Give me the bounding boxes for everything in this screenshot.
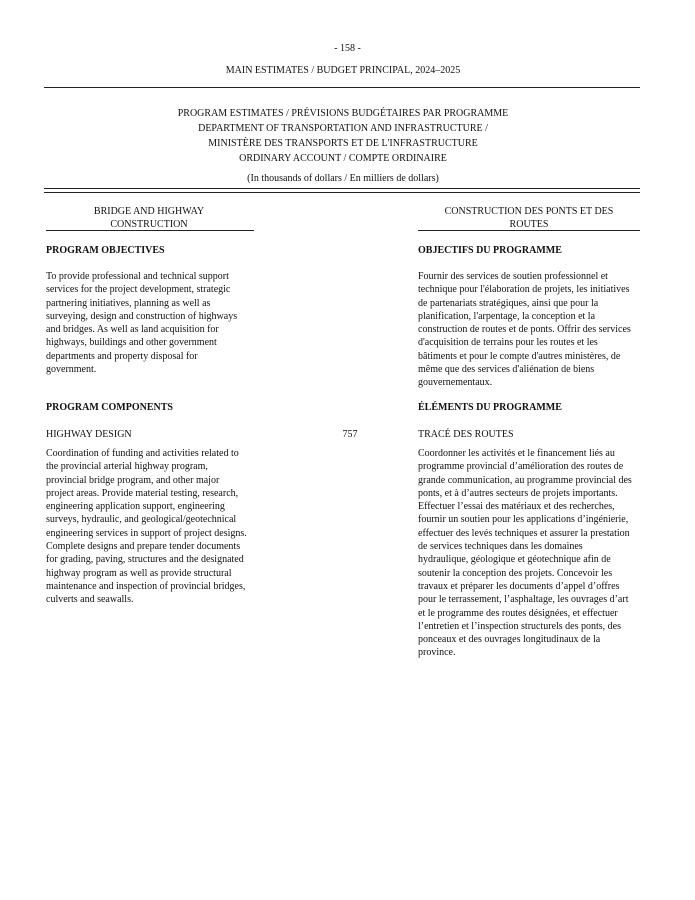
- page-number: - 158 -: [334, 43, 361, 54]
- double-rule-upper: [44, 188, 640, 189]
- french-heading-underline: [418, 230, 640, 231]
- english-heading-underline: [46, 230, 254, 231]
- double-rule-lower: [44, 192, 640, 193]
- french-objectives-text: Fournir des services de soutien professionnel et technique pour l'élaboration de projets, les initiatives de partenariats stratégiques, ainsi que pour la planification, l'arpentage, la conception et la construction de routes et de ponts. Offrir des services d'acquisition de terrains pour les routes et les bâtiments et pour le compte d'autres ministères, de même que des services d'aliénation de biens gouvernementaux.: [418, 271, 631, 389]
- budget-title: MAIN ESTIMATES / BUDGET PRINCIPAL, 2024–2025: [225, 65, 461, 76]
- component-amount: 757: [342, 429, 358, 440]
- header-line-department-fr: MINISTÈRE DES TRANSPORTS ET DE L'INFRASTRUCTURE: [208, 138, 478, 149]
- french-component-title: TRACÉ DES ROUTES: [418, 429, 514, 440]
- english-objectives-text: To provide professional and technical support services for the project development, strategic partnering initiatives, planning as well as surveying, design and construction of highways and bridges. As well as land acquisition for highways, buildings and other government departments and property disposal for government.: [46, 271, 238, 376]
- english-components-heading: PROGRAM COMPONENTS: [46, 402, 173, 413]
- french-component-text: Coordonner les activités et le financement liés au programme provincial d’amélioration des routes de grande communication, au programme provincial des ponts, et à d’autres secteurs de projets importants. Effectuer l’essai des matériaux et des recherches, fournir un soutien pour les applications d’ingénierie, effectuer des levés techniques et assurer la prestation de services techniques dans les domaines hydraulique, géologique et géotechnique afin de soutenir la conception des projets. Concevoir les travaux et préparer les documents d’appel d’offres pour le terrassement, l’asphaltage, les ouvrages d’art et le programme des routes désignées, et effectuer l’entretien et l’inspection structurels des ponts, des ponceaux et des ouvrages longitudinaux de la province.: [418, 448, 632, 659]
- french-objectives-heading: OBJECTIFS DU PROGRAMME: [418, 245, 562, 256]
- header-line-program-estimates: PROGRAM ESTIMATES / PRÉVISIONS BUDGÉTAIRES PAR PROGRAMME: [177, 108, 509, 119]
- english-column-heading: BRIDGE AND HIGHWAY CONSTRUCTION: [93, 206, 205, 231]
- french-components-heading: ÉLÉMENTS DU PROGRAMME: [418, 402, 562, 413]
- english-component-title: HIGHWAY DESIGN: [46, 429, 132, 440]
- english-component-text: Coordination of funding and activities related to the provincial arterial highway program, provincial bridge program, and other major project areas. Provide material testing, research, engineering application support, engineering surveys, hydraulic, and geological/geotechnical engineering services in support of project designs. Complete designs and prepare tender documents for grading, paving, structures and the designated highway program as well as provide structural maintenance and inspection of provincial bridges, culverts and seawalls.: [46, 448, 247, 606]
- header-line-department-en: DEPARTMENT OF TRANSPORTATION AND INFRASTRUCTURE /: [198, 123, 488, 134]
- header-line-account: ORDINARY ACCOUNT / COMPTE ORDINAIRE: [239, 153, 447, 164]
- top-rule: [44, 87, 640, 88]
- english-objectives-heading: PROGRAM OBJECTIVES: [46, 245, 165, 256]
- units-note: (In thousands of dollars / En milliers de dollars): [247, 173, 439, 184]
- french-column-heading: CONSTRUCTION DES PONTS ET DES ROUTES: [444, 206, 614, 231]
